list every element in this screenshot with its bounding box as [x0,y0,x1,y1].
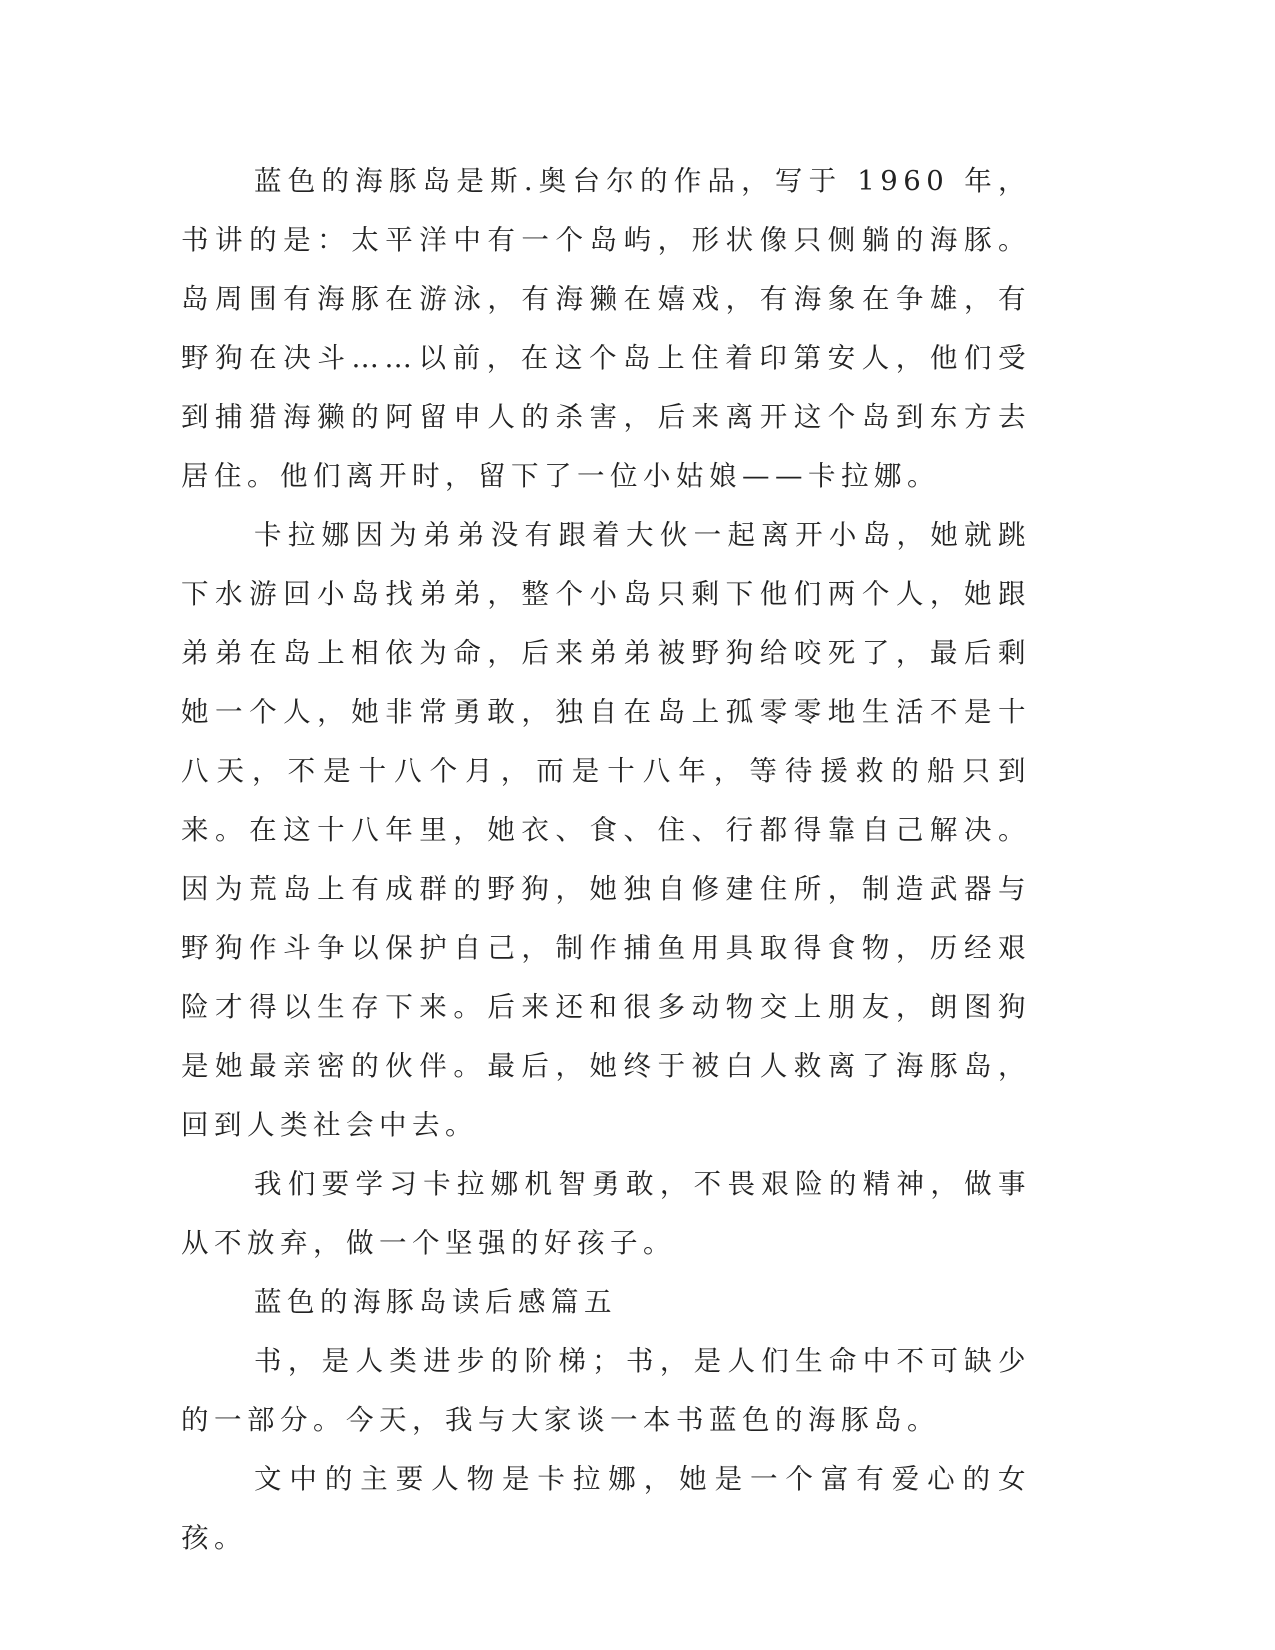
paragraph-story: 卡拉娜因为弟弟没有跟着大伙一起离开小岛，她就跳下水游回小岛找弟弟，整个小岛只剩下他们两个人，她跟弟弟在岛上相依为命，后来弟弟被野狗给咬死了，最后剩她一个人，她非常勇敢，独自在岛上孤零零地生活不是十八天，不是十八个月，而是十八年，等待援救的船只到来。在这十八年里，她衣、食、住、行都得靠自己解决。因为荒岛上有成群的野狗，她独自修建住所，制造武器与野狗作斗争以保护自己，制作捕鱼用具取得食物，历经艰险才得以生存下来。后来还和很多动物交上朋友，朗图狗是她最亲密的伙伴。最后，她终于被白人救离了海豚岛，回到人类社会中去。 [181,519,1031,1141]
section-title: 蓝色的海豚岛读后感篇五 [254,1286,617,1318]
paragraph-character: 文中的主要人物是卡拉娜，她是一个富有爱心的女孩。 [181,1463,1031,1554]
paragraph-books: 书，是人类进步的阶梯；书，是人们生命中不可缺少的一部分。今天，我与大家谈一本书蓝色的海豚岛。 [181,1345,1031,1436]
document-body [181,152,1031,1568]
paragraph-lesson: 我们要学习卡拉娜机智勇敢，不畏艰险的精神，做事从不放弃，做一个坚强的好孩子。 [181,1168,1031,1259]
paragraph-intro: 蓝色的海豚岛是斯.奥台尔的作品，写于 1960 年，书讲的是：太平洋中有一个岛屿，形状像只侧躺的海豚。岛周围有海豚在游泳，有海獭在嬉戏，有海象在争雄，有野狗在决斗……以前，在这个岛上住着印第安人，他们受到捕猎海獭的阿留申人的杀害，后来离开这个岛到东方去居住。他们离开时，留下了一位小姑娘——卡拉娜。 [181,165,1031,492]
